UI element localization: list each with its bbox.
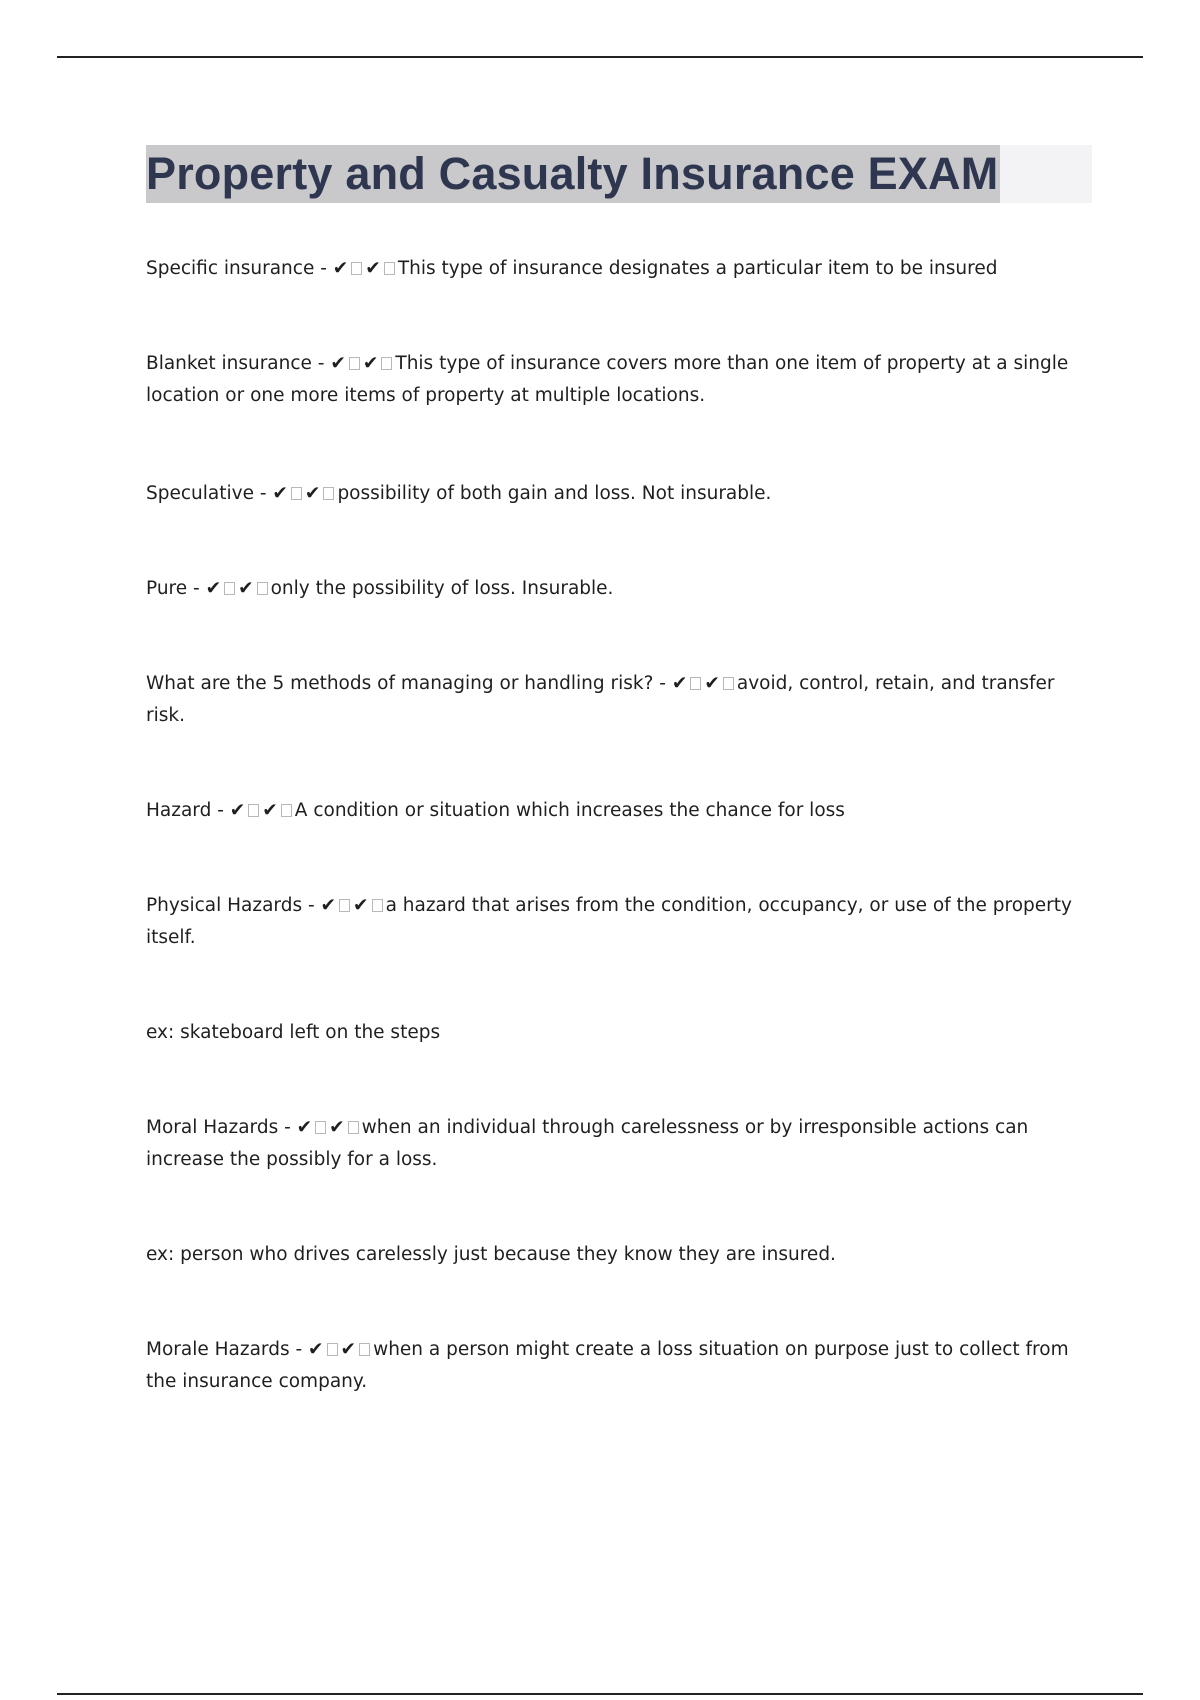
checkmark-icon: ✔ xyxy=(340,1339,357,1360)
checkmark-icon: ✔ xyxy=(671,673,688,694)
answer-text: avoid, control, retain, and transfer risk. xyxy=(146,673,1055,726)
term-label: Morale Hazards xyxy=(146,1339,290,1360)
document-title: Property and Casualty Insurance EXAM xyxy=(146,145,1000,203)
example-label: ex: person who drives carelessly just because they know they are insured. xyxy=(146,1244,836,1265)
answer-text: when a person might create a loss situation on purpose just to collect from the insurance company. xyxy=(146,1339,1069,1392)
separator: - xyxy=(289,1339,309,1360)
term-label: Hazard xyxy=(146,800,212,821)
qa-entry xyxy=(146,890,1096,954)
separator: - xyxy=(311,353,331,374)
term-label: Speculative xyxy=(146,483,254,504)
qa-entry xyxy=(146,253,1096,285)
missing-glyph-box-icon xyxy=(723,677,734,690)
missing-glyph-box-icon xyxy=(349,357,360,370)
example-text xyxy=(146,1239,1096,1271)
checkmark-icon: ✔ xyxy=(296,1117,313,1138)
qa-entry xyxy=(146,1334,1096,1398)
header-rule xyxy=(57,56,1143,58)
qa-entry xyxy=(146,348,1096,412)
qa-entry xyxy=(146,478,1096,510)
checkmark-icon: ✔ xyxy=(365,258,381,279)
term-label: Pure xyxy=(146,578,188,599)
missing-glyph-box-icon xyxy=(381,357,392,370)
checkmark-icon: ✔ xyxy=(272,483,288,504)
separator: - xyxy=(314,258,333,279)
separator: - xyxy=(278,1117,297,1138)
missing-glyph-box-icon xyxy=(323,487,334,500)
answer-text: when an individual through carelessness or by irresponsible actions can increase the possibly for a loss. xyxy=(146,1117,1029,1170)
checkmark-icon: ✔ xyxy=(229,800,246,821)
separator: - xyxy=(302,895,321,916)
checkmark-icon: ✔ xyxy=(304,483,321,504)
term-label: What are the 5 methods of managing or handling risk? xyxy=(146,673,654,694)
checkmark-icon: ✔ xyxy=(262,800,278,821)
answer-text: possibility of both gain and loss. Not insurable. xyxy=(337,483,772,504)
checkmark-icon: ✔ xyxy=(704,673,720,694)
example-text xyxy=(146,1017,1096,1049)
answer-text: This type of insurance designates a particular item to be insured xyxy=(397,258,998,279)
checkmark-icon: ✔ xyxy=(332,258,349,279)
separator: - xyxy=(253,483,273,504)
qa-entry xyxy=(146,668,1096,732)
missing-glyph-box-icon xyxy=(359,1343,370,1356)
term-label: Specific insurance xyxy=(146,258,315,279)
checkmark-icon: ✔ xyxy=(362,353,379,374)
qa-entry xyxy=(146,573,1096,605)
missing-glyph-box-icon xyxy=(372,899,383,912)
checkmark-icon: ✔ xyxy=(329,1117,345,1138)
qa-entry xyxy=(146,1112,1096,1176)
missing-glyph-box-icon xyxy=(327,1343,338,1356)
missing-glyph-box-icon xyxy=(291,487,302,500)
missing-glyph-box-icon xyxy=(281,804,292,817)
answer-text: This type of insurance covers more than one item of property at a single location or one more items of property at multiple locations. xyxy=(146,353,1069,406)
checkmark-icon: ✔ xyxy=(205,578,222,599)
document-page xyxy=(146,145,1096,1398)
term-label: Blanket insurance xyxy=(146,353,312,374)
missing-glyph-box-icon xyxy=(690,677,701,690)
checkmark-icon: ✔ xyxy=(238,578,254,599)
missing-glyph-box-icon xyxy=(348,1121,359,1134)
term-label: Moral Hazards xyxy=(146,1117,279,1138)
missing-glyph-box-icon xyxy=(224,582,235,595)
missing-glyph-box-icon xyxy=(339,899,350,912)
answer-text: A condition or situation which increases the chance for loss xyxy=(294,800,845,821)
footer-rule xyxy=(57,1693,1143,1695)
example-label: ex: skateboard left on the steps xyxy=(146,1022,441,1043)
checkmark-icon: ✔ xyxy=(330,353,346,374)
separator: - xyxy=(653,673,672,694)
missing-glyph-box-icon xyxy=(384,262,395,275)
missing-glyph-box-icon xyxy=(257,582,268,595)
title-block xyxy=(146,145,1096,203)
qa-entry xyxy=(146,795,1096,827)
separator: - xyxy=(211,800,230,821)
missing-glyph-box-icon xyxy=(315,1121,326,1134)
separator: - xyxy=(187,578,206,599)
checkmark-icon: ✔ xyxy=(320,895,337,916)
qa-list xyxy=(146,253,1096,1398)
missing-glyph-box-icon xyxy=(248,804,259,817)
term-label: Physical Hazards xyxy=(146,895,303,916)
checkmark-icon: ✔ xyxy=(353,895,369,916)
missing-glyph-box-icon xyxy=(351,262,362,275)
answer-text: only the possibility of loss. Insurable. xyxy=(270,578,614,599)
answer-text: a hazard that arises from the condition, occupancy, or use of the property itself. xyxy=(146,895,1072,948)
checkmark-icon: ✔ xyxy=(308,1339,324,1360)
